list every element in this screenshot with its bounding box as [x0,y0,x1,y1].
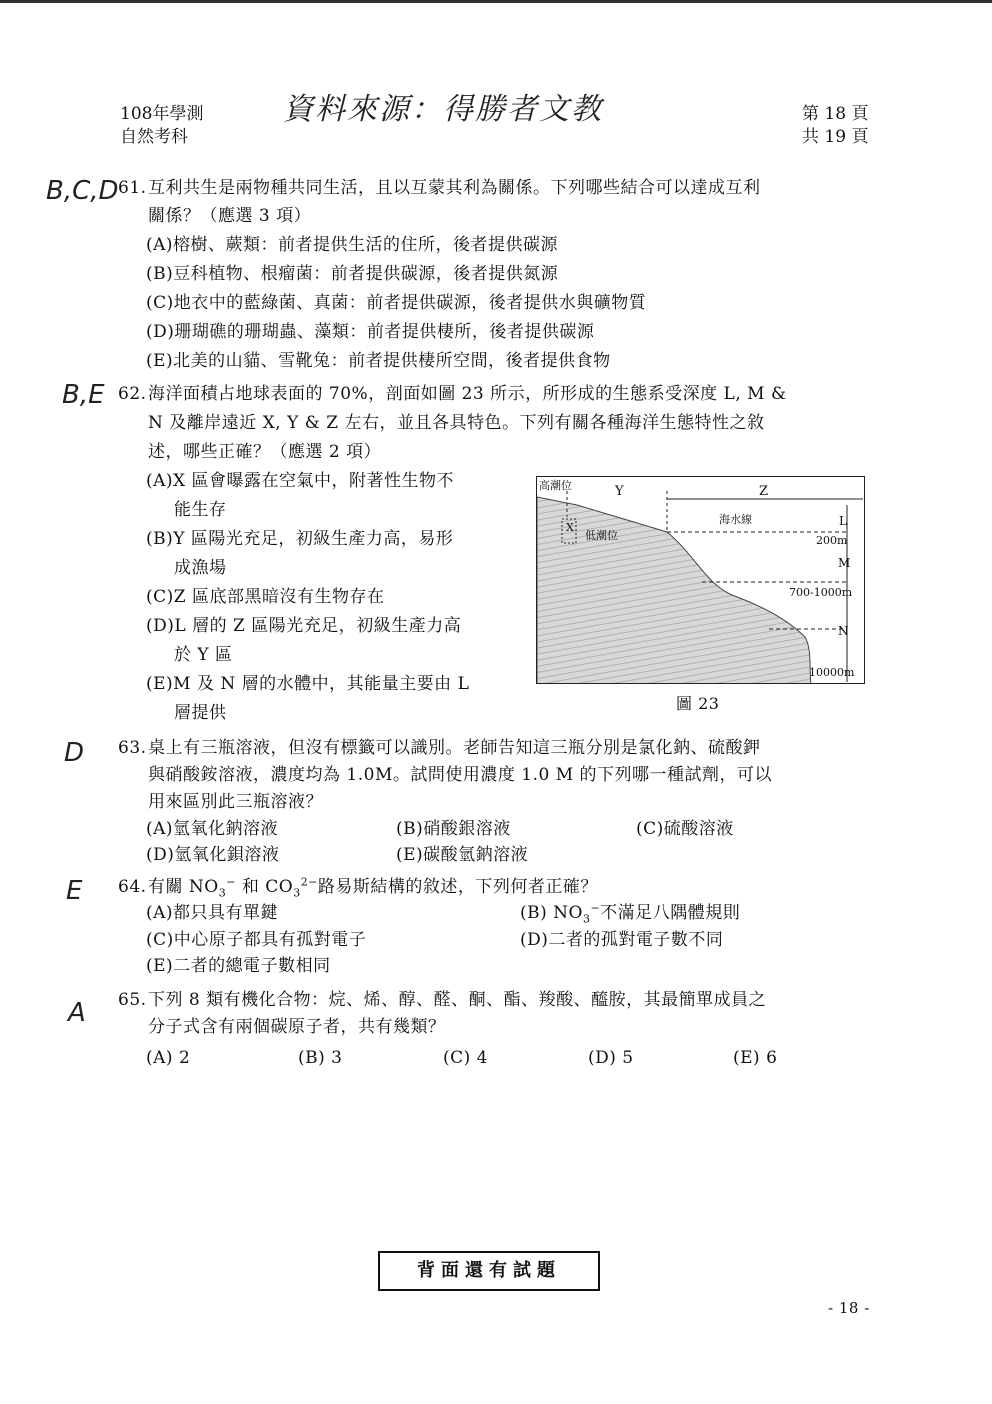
q61-option-c[interactable]: (C)地衣中的藍綠菌、真菌：前者提供碳源，後者提供水與礦物質 [146,293,647,313]
q63-number: 63. [118,738,147,758]
q64-co3-charge: 2− [300,875,318,889]
q65-option-c[interactable]: (C) 4 [443,1048,488,1068]
q64-handwritten-answer: E [66,876,83,906]
q64-option-a[interactable]: (A)都只具有單鍵 [146,903,279,923]
q62-option-c[interactable]: (C)Z 區底部黑暗沒有生物存在 [146,587,385,607]
q62-stem-line-3: 述，哪些正確？（應選 2 項） [148,442,382,462]
top-rule [0,0,992,3]
q62-handwritten-answer: B,E [62,380,105,410]
q63-stem-line-3: 用來區別此三瓶溶液？ [148,792,323,812]
q64-stem [148,876,598,898]
q64-option-b-rest: 不滿足八隅體規則 [600,903,741,923]
q64-stem-part-a: 有關 NO [148,877,219,897]
q63-handwritten-answer: D [64,738,85,768]
q65-option-a[interactable]: (A) 2 [146,1048,191,1068]
q65-stem-line-2: 分子式含有兩個碳原子者，共有幾類？ [148,1017,446,1037]
exam-label: 108年學測 [120,104,204,124]
high-tide-label: 高潮位 [539,479,572,492]
q65-option-d[interactable]: (D) 5 [588,1048,634,1068]
figure-caption: 圖 23 [676,694,720,713]
q64-no3-subscript: 3 [218,886,227,900]
page-number: - 18 - [828,1299,870,1317]
q64-option-b-subscript: 3 [582,912,591,926]
q63-stem-line-1: 桌上有三瓶溶液，但沒有標籤可以識別。老師告知這三瓶分別是氯化鈉、硫酸鉀 [148,738,761,758]
q61-number: 61. [118,178,147,198]
q61-option-b[interactable]: (B)豆科植物、根瘤菌：前者提供碳源，後者提供氮源 [146,264,559,284]
q63-option-b[interactable]: (B)硝酸銀溶液 [396,819,511,839]
q61-option-e[interactable]: (E)北美的山貓、雪靴兔：前者提供棲所空間，後者提供食物 [146,351,611,371]
q64-option-b-charge: − [590,901,601,915]
total-pages-label: 共 19 頁 [802,127,869,147]
sea-line-label: 海水線 [719,513,752,526]
q61-option-a[interactable]: (A)榕樹、蕨類：前者提供生活的住所，後者提供碳源 [146,235,559,255]
q64-option-c[interactable]: (C)中心原子都具有孤對電子 [146,930,367,950]
q63-option-e[interactable]: (E)碳酸氫鈉溶液 [396,845,529,865]
q62-number: 62. [118,384,147,404]
depth-10000-label: 10000m [809,666,855,679]
depth-700-label: 700-1000m [789,586,853,599]
handwritten-source-note: 資料來源：得勝者文教 [283,92,603,127]
q64-co3-subscript: 3 [293,886,301,900]
q62-option-e[interactable]: (E)M 及 N 層的水體中，其能量主要由 L [146,674,470,694]
page-label: 第 18 頁 [802,104,869,124]
q64-stem-part-b: 和 CO [235,877,294,897]
continue-notice-box [378,1251,600,1291]
layer-m-label: M [838,556,851,570]
q63-option-c[interactable]: (C)硫酸溶液 [636,819,734,839]
q62-stem-line-1: 海洋面積占地球表面的 70%，剖面如圖 23 所示，所形成的生態系受深度 L, M & [148,384,787,404]
depth-200-label: 200m [816,534,848,547]
q62-option-a[interactable]: (A)X 區會曝露在空氣中，附著性生物不 [146,471,455,491]
q64-no3-charge: − [226,875,236,889]
q65-stem-line-1: 下列 8 類有機化合物：烷、烯、醇、醛、酮、酯、羧酸、醯胺，其最簡單成員之 [148,990,767,1010]
q61-stem-line-2: 關係？（應選 3 項） [148,206,312,226]
q64-stem-part-c: 路易斯結構的敘述，下列何者正確？ [317,877,598,897]
q64-option-b[interactable] [520,902,740,924]
layer-l-label: L [839,514,847,528]
q62-option-b-cont: 成漁場 [174,558,227,578]
q64-option-b-prefix: (B) NO [520,903,583,923]
low-tide-label: 低潮位 [585,529,618,542]
q62-option-d[interactable]: (D)L 層的 Z 區陽光充足，初級生產力高 [146,616,462,636]
q64-option-e[interactable]: (E)二者的總電子數相同 [146,956,331,976]
q61-handwritten-answer: B,C,D [46,176,119,206]
q65-number: 65. [118,990,147,1010]
q63-option-a[interactable]: (A)氫氧化鈉溶液 [146,819,279,839]
q62-option-e-cont: 層提供 [174,703,227,723]
q65-handwritten-answer: A [68,998,86,1028]
q61-stem-line-1: 互利共生是兩物種共同生活，且以互蒙其利為關係。下列哪些結合可以達成互利 [148,178,761,198]
seafloor-shape [537,497,811,684]
q61-option-d[interactable]: (D)珊瑚礁的珊瑚蟲、藻類：前者提供棲所，後者提供碳源 [146,322,595,342]
zone-y-label: Y [615,484,624,499]
q64-option-d[interactable]: (D)二者的孤對電子數不同 [520,930,724,950]
q63-stem-line-2: 與硝酸銨溶液，濃度均為 1.0M。試問使用濃度 1.0 M 的下列哪一種試劑，可以 [148,765,772,785]
q64-number: 64. [118,877,147,897]
q62-option-b[interactable]: (B)Y 區陽光充足，初級生產力高，易形 [146,529,454,549]
q62-option-a-cont: 能生存 [174,500,227,520]
q65-option-b[interactable]: (B) 3 [298,1048,343,1068]
zone-x-label: X [566,521,574,534]
q62-option-d-cont: 於 Y 區 [174,645,233,665]
ocean-profile-diagram [536,476,865,684]
zone-z-label: Z [759,484,769,499]
q63-option-d[interactable]: (D)氫氧化鋇溶液 [146,845,280,865]
q65-option-e[interactable]: (E) 6 [733,1048,778,1068]
subject-label: 自然考科 [120,127,188,147]
q62-stem-line-2: N 及離岸遠近 X, Y & Z 左右，並且各具特色。下列有關各種海洋生態特性之敘 [148,413,765,433]
layer-n-label: N [838,624,849,638]
ocean-profile-svg [537,477,865,684]
continue-notice: 背面還有試題 [417,1260,561,1281]
